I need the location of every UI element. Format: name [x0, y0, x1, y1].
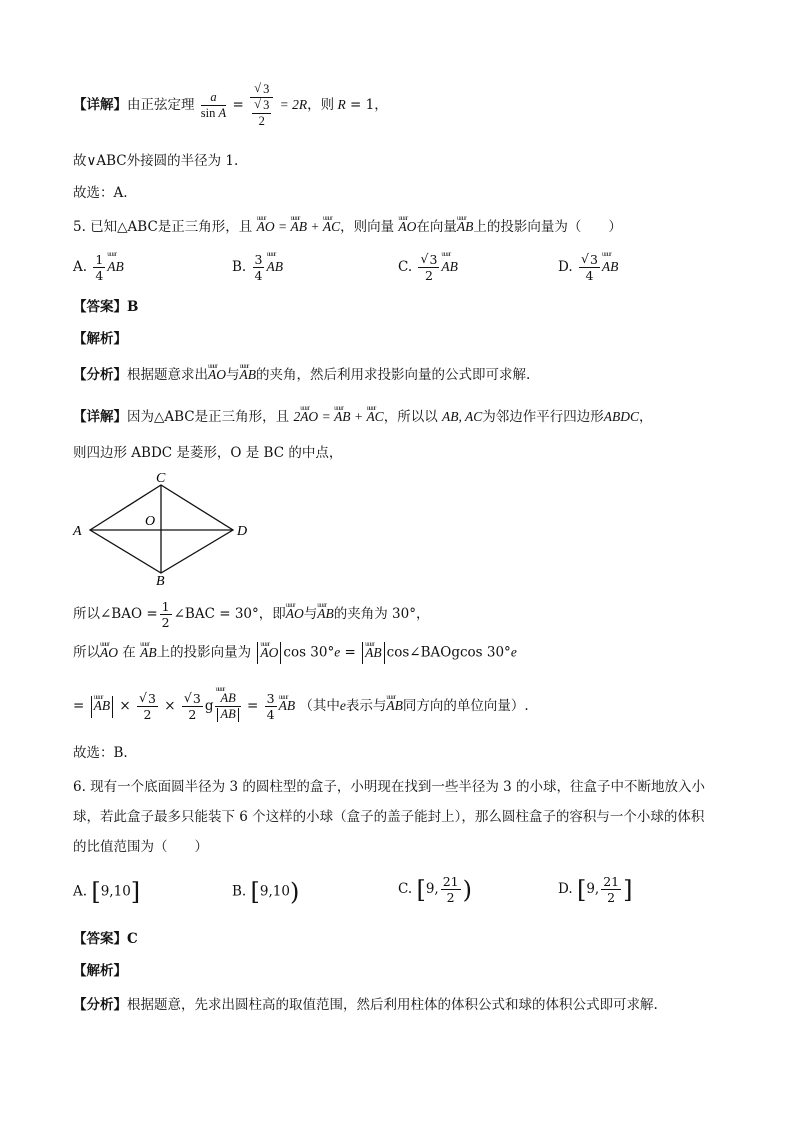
text: 的夹角，然后利用求投影向量的公式即可求解.	[256, 367, 531, 383]
option-label: C.	[398, 259, 413, 275]
analysis-heading: 【解析】	[73, 331, 127, 347]
detail-tag: 【详解】	[73, 97, 127, 113]
text: cos 30°	[283, 644, 335, 661]
text-line: 故选：A.	[73, 185, 128, 201]
option-label: C.	[398, 881, 413, 897]
analysis-heading: 【解析】	[73, 963, 127, 979]
text: ，	[639, 409, 653, 425]
question-6-line-2: 球，若此盒子最多只能装下 6 个这样的小球（盒子的盖子能封上），那么圆柱盒子的容积与一个小球的体积	[73, 809, 705, 825]
text: 根据题意，先求出圆柱高的取值范围，然后利用柱体的体积公式和球的体积公式即可求解.	[127, 997, 658, 1013]
option-d[interactable]: D. [9, $\frac{21}{2}$ ]	[558, 874, 633, 905]
projection-line: 所以uuur AO 在 uuur AB上的投影向量为 uuur AO cos 30°e = uuur AB cos∠BAOgcos 30°e	[73, 642, 517, 664]
text: 因为△ABC是正三角形，且	[127, 409, 290, 425]
answer-line: 【答案】B	[73, 299, 139, 315]
text: 上的投影向量为（ ）	[473, 219, 622, 235]
option-b[interactable]: B. $\frac{3}{4}$ uuur AB	[232, 252, 283, 283]
text: 5. 已知△ABC是正三角形，且	[73, 219, 253, 235]
analysis-line	[73, 996, 658, 1014]
question-5-stem: 5. 已知△ABC是正三角形，且 uuur AO = uuur AB + uuur AC，则向量 uuur AO在向量uuur AB上的投影向量为（ ）	[73, 218, 622, 236]
option-label: B.	[232, 883, 247, 900]
option-b[interactable]: B. [9,10)	[232, 878, 300, 906]
option-label: D.	[558, 881, 573, 897]
text: 所以	[73, 644, 100, 661]
option-label: B.	[232, 259, 247, 275]
rhombus-figure	[70, 468, 270, 588]
text: 的夹角为 30°，	[333, 606, 430, 622]
analysis-line: 【分析】根据题意求出uuur AO与uuur AB的夹角，然后利用求投影向量的公式即可求解.	[73, 366, 530, 384]
label-b: B	[156, 574, 165, 588]
text: ，则	[307, 97, 335, 113]
label-c: C	[156, 471, 166, 486]
question-6-line-1: 6. 现有一个底面圆半径为 3 的圆柱型的盒子，小明现在找到一些半径为 3 的小球，往盒子中不断地放入小	[73, 779, 706, 795]
text: ，所以以	[383, 409, 438, 425]
text: 与	[303, 606, 318, 622]
text: 与	[226, 367, 240, 383]
answer-line: 【答案】C	[73, 931, 138, 947]
text: cos∠BAO	[386, 644, 452, 661]
detail-line-sine-law: 【详解】由正弦定理 $\frac{a}{\text{sin A}}$ = √ 3 √ $\frac{3}{2}$ = 2R，则 R = 1，	[73, 82, 388, 122]
text: 同方向的单位向量）.	[402, 698, 529, 714]
tag: 【详解】	[73, 409, 127, 425]
fraction-root3: √ 3 √ $\frac{3}{2}$	[250, 82, 273, 129]
text: 在	[122, 644, 136, 661]
text: ，	[374, 97, 388, 113]
detail-line: 【详解】因为△ABC是正三角形，且 2uuur AO = uuur AB + uuur AC，所以以 AB, AC为邻边作平行四边形ABDC，	[73, 408, 653, 426]
text: 根据题意求出	[127, 367, 208, 383]
text: （其中	[299, 698, 340, 714]
tag: 【分析】	[73, 367, 127, 383]
option-a[interactable]: A. [9,10]	[73, 878, 141, 906]
text: ∠BAC = 30°，即	[173, 606, 286, 622]
text: 表示与	[345, 698, 387, 714]
text-line: 故选：B.	[73, 745, 128, 761]
option-label: A.	[73, 259, 88, 275]
label-d: D	[237, 524, 248, 539]
text: ，则向量	[340, 219, 395, 235]
text: 由正弦定理	[127, 97, 195, 113]
option-label: D.	[558, 259, 573, 275]
fraction-a-sinA: $\frac{a}{\text{sin A}}$	[200, 90, 227, 120]
option-c[interactable]: C. √ $\frac{3}{2}$ uuur AB	[398, 252, 458, 283]
text: 上的投影向量为	[156, 644, 252, 661]
text-line: 则四边形 ABDC 是菱形，O 是 BC 的中点，	[73, 445, 343, 461]
angle-line: 所以∠BAO = $\frac{1}{2}$ ∠BAC = 30°，即uuur AO与uuur AB的夹角为 30°，	[73, 596, 429, 632]
text: 在向量	[416, 219, 457, 235]
option-a[interactable]: A. $\frac{1}{4}$ uuur AB	[73, 252, 124, 283]
option-label: A.	[73, 883, 88, 900]
text: 所以∠BAO =	[73, 606, 158, 622]
label-a: A	[73, 524, 82, 539]
text: cos 30°	[459, 644, 511, 661]
question-6-line-3: 的比值范围为（ ）	[73, 839, 208, 855]
label-o: O	[145, 514, 156, 529]
projection-result: = uuur AB × √ $\frac{3}{2}$ × √ $\frac{3}{2}$ g uuur $\frac{AB}{AB}$ = $\frac{3}{4}$ uuur AB （其中e表示与uuur AB同方向的单位向量）.	[73, 686, 529, 726]
tag: 【分析】	[73, 997, 127, 1013]
option-c[interactable]: C. [9, $\frac{21}{2}$ )	[398, 874, 472, 905]
text: 为邻边作平行四边形	[482, 409, 604, 425]
text-line: 故∨ABC外接圆的半径为 1.	[73, 153, 239, 169]
equation: uuur AO = uuur AB + uuur AC	[257, 219, 341, 234]
option-d[interactable]: D. √ $\frac{3}{4}$ uuur AB	[558, 252, 618, 283]
